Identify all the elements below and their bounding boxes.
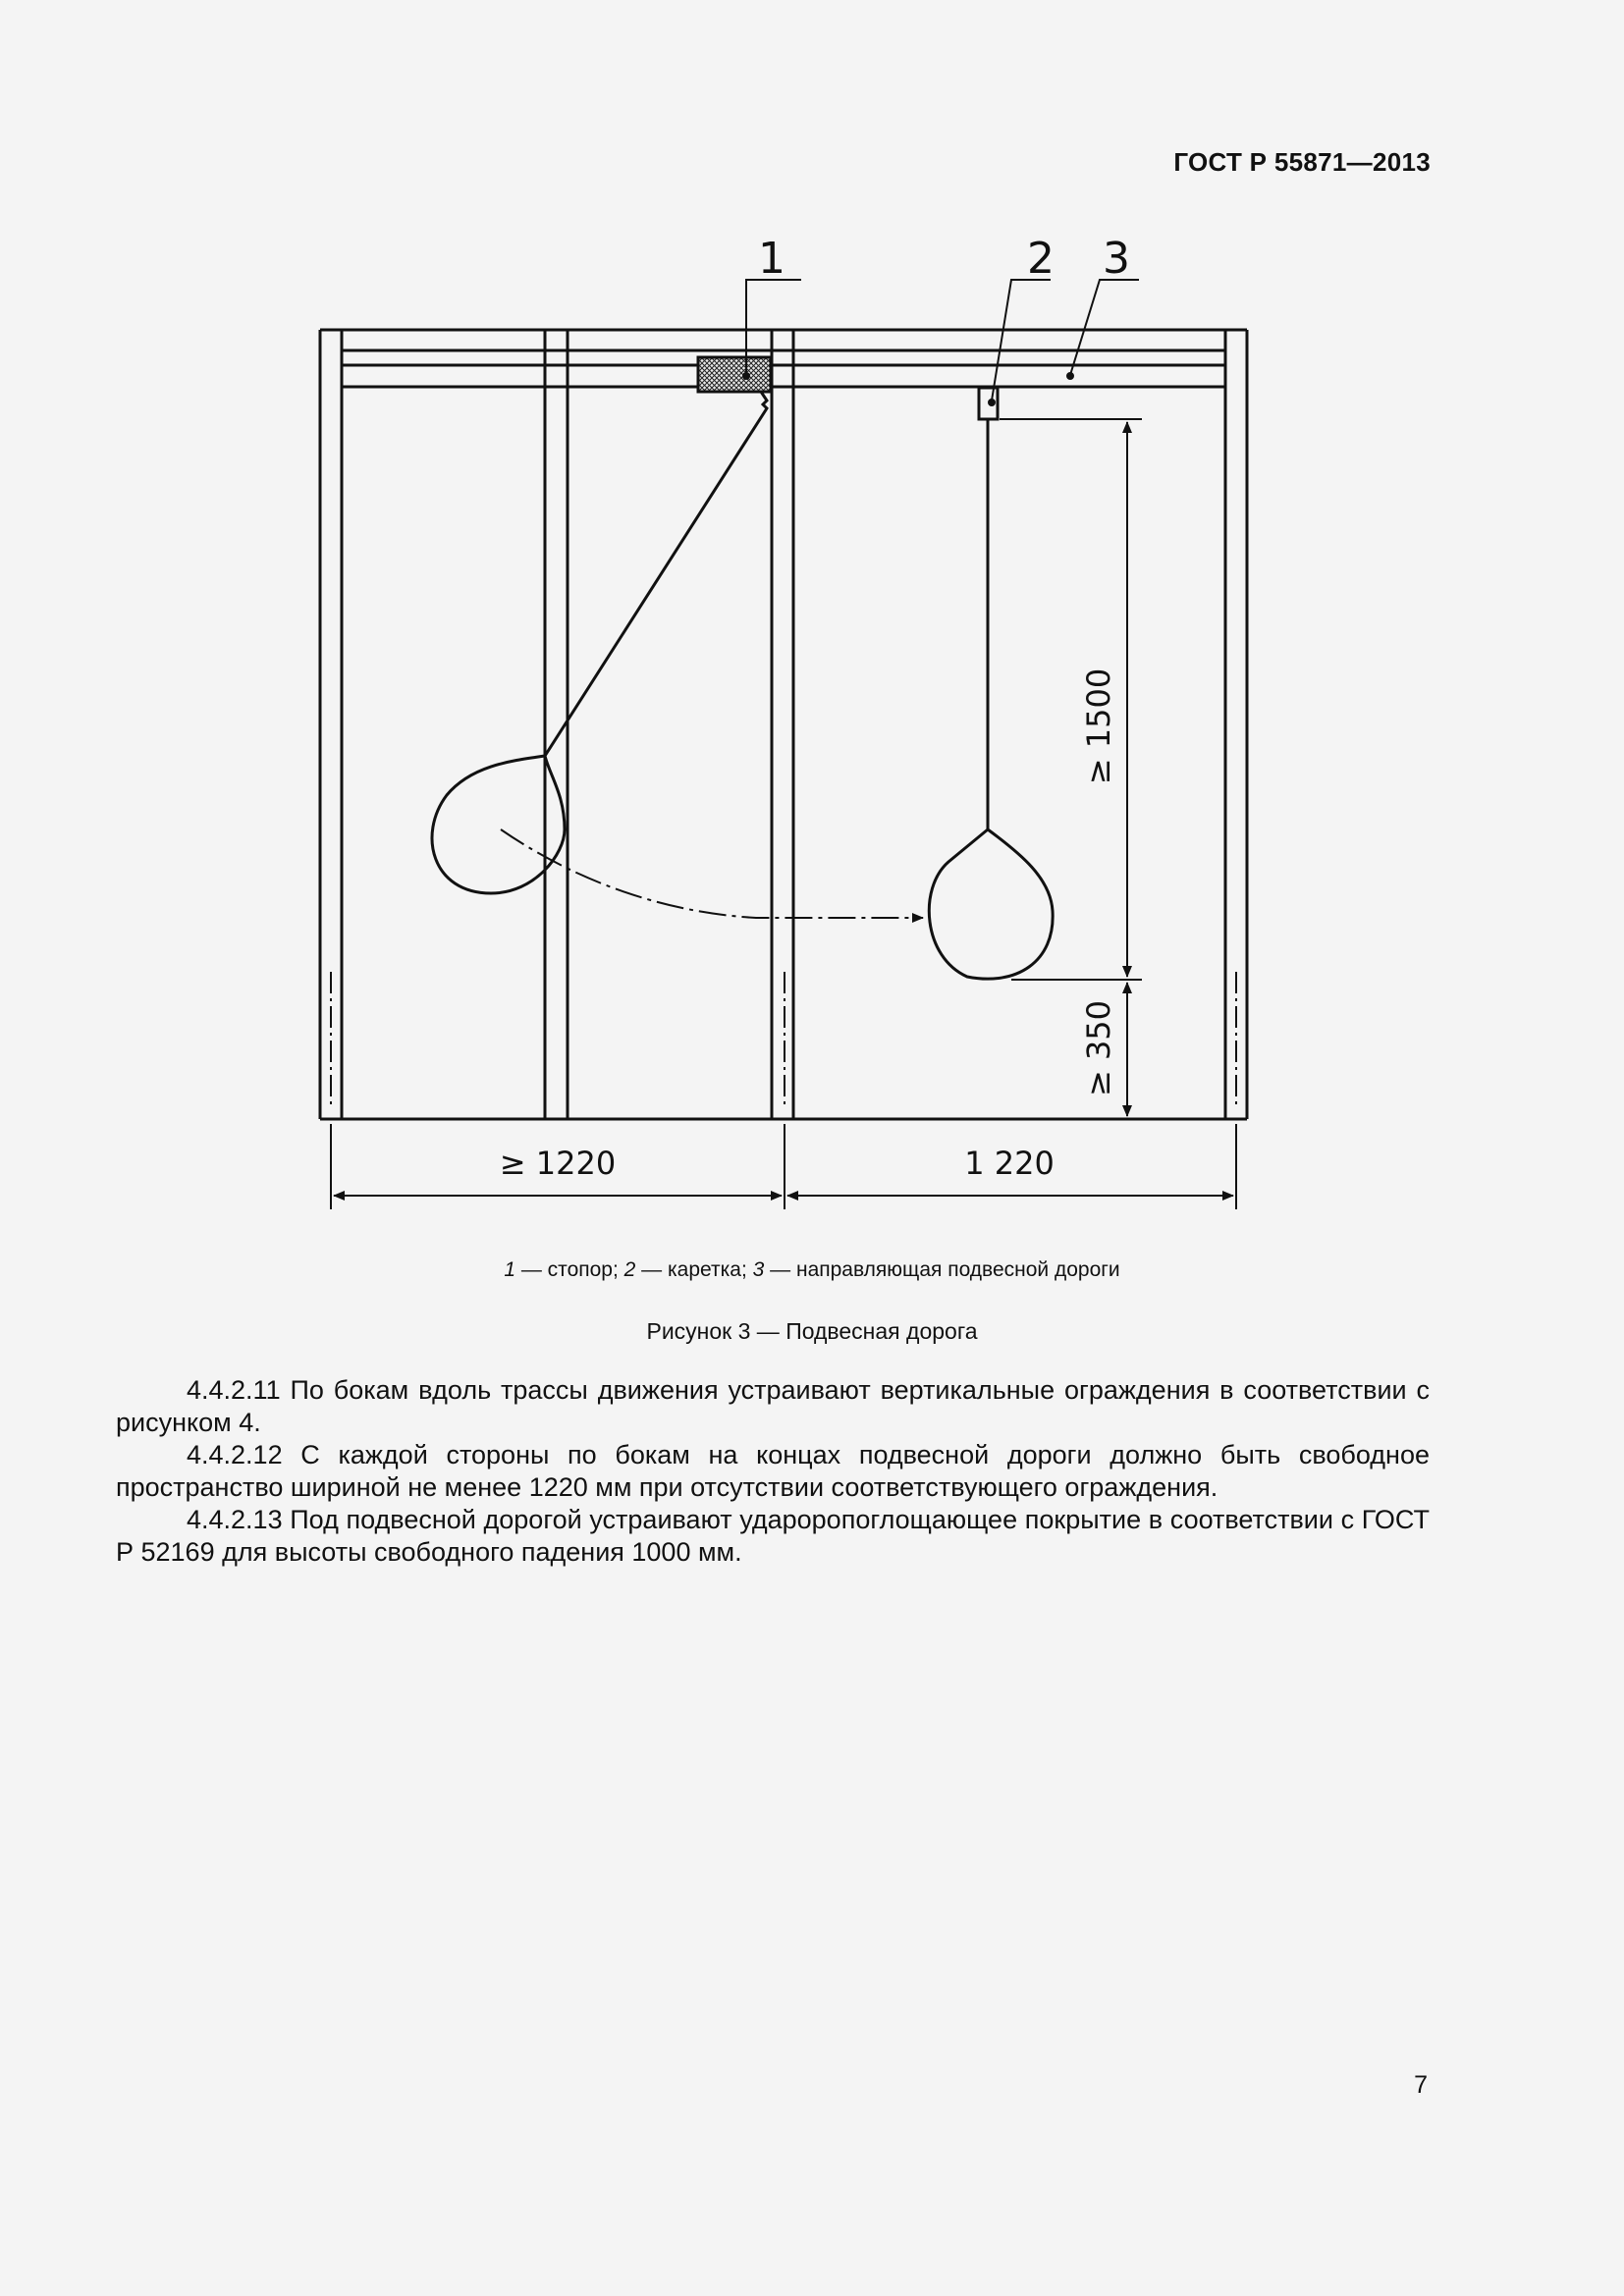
callout-3: 3 (1103, 234, 1130, 284)
document-header: ГОСТ Р 55871—2013 (1173, 147, 1431, 177)
dim-height-1500: ≥ 1500 (1080, 667, 1117, 785)
dim-width-right: 1 220 (964, 1145, 1055, 1182)
paragraph-4-4-2-13: 4.4.2.13 Под подвесной дорогой устраивают удароропоглощающее покрытие в соответствии с ГОСТ Р 52169 для высоты свободного падения 1000 мм. (116, 1505, 1430, 1567)
body-text (116, 1374, 1430, 1569)
callout-1: 1 (758, 234, 785, 284)
figure-legend: 1 — стопор; 2 — каретка; 3 — направляющая подвесной дороги (504, 1258, 1120, 1281)
swing-trajectory (501, 829, 923, 918)
figure-caption: Рисунок 3 — Подвесная дорога (646, 1318, 978, 1344)
dim-width-left: ≥ 1220 (499, 1145, 617, 1182)
callout-2: 2 (1027, 234, 1055, 284)
paragraph-4-4-2-12: 4.4.2.12 С каждой стороны по бокам на концах подвесной дороги должно быть свободное пространство шириной не менее 1220 мм при отсутствии соответствующего ограждения. (116, 1440, 1430, 1502)
stopper-block (698, 357, 771, 392)
vertical-dimensions (1000, 419, 1142, 1116)
page-number: 7 (1414, 2071, 1428, 2099)
horizontal-dimensions (331, 1124, 1236, 1209)
swinging-seat (432, 392, 767, 893)
dim-height-350: ≥ 350 (1080, 999, 1117, 1097)
paragraph-4-4-2-11: 4.4.2.11 По бокам вдоль трассы движения устраивают вертикальные ограждения в соответствии с рисунком 4. (116, 1375, 1430, 1437)
hanging-seat (929, 419, 1053, 979)
